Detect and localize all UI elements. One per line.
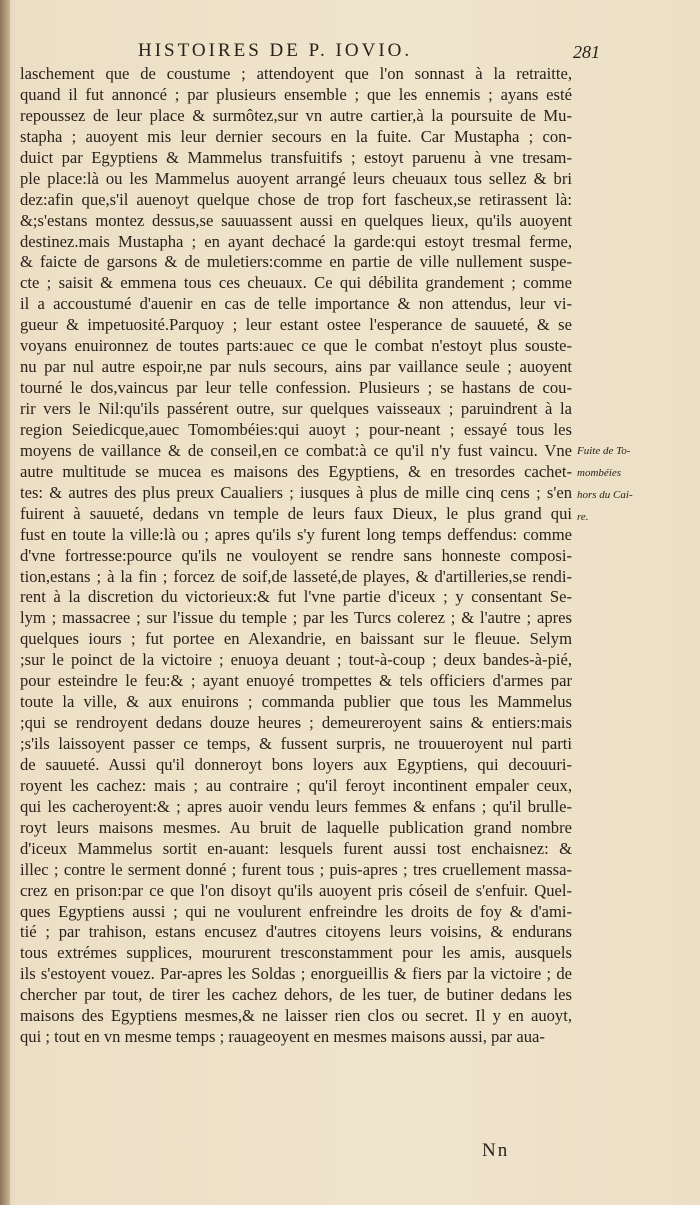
text-line: fust en toute la ville:là ou ; apres qu'ils s'y furent long temps deffendus: comme [20,524,572,544]
body-text [20,64,572,1048]
running-head: HISTOIRES DE P. IOVIO. [138,40,413,61]
text-line: ils s'estoyent vouez. Par-apres les Soldas ; enorgueillis & fiers par la victoire ; de [20,964,572,984]
text-line: autre multitude se mucea es maisons des Egyptiens, & en tresordes cachet- [20,461,572,481]
text-line: royent les cachez: mais ; au contraire ; qu'il feroyt incontinent empaler ceux, [20,775,572,795]
margin-note-line: hors du Cai- [577,489,633,501]
text-line: qui ; tout en vn mesme temps ; rauageoyent en mesmes maisons aussi, par aua- [20,1027,545,1047]
text-line: toute la ville, & aux enuirons ; commanda publier que tous les Mammelus [20,692,572,712]
text-line: tié ; par trahison, estans encusez d'autres citoyens leurs voisins, & endurans [20,922,572,942]
text-line: &;s'estans montez dessus,se sauuassent aussi en quelques lieux, qu'ils auoyent [20,210,572,230]
text-line: region Seiedicque,auec Tomombéies:qui auoyt ; pour-neant ; essayé tous les [20,419,572,439]
text-line: ques Egyptiens aussi ; qui ne voulurent enfreindre les droits de foy & d'ami- [20,901,572,921]
text-line: repoussez de leur place & surmôtez,sur vn autre cartier,à la poursuite de Mu- [20,105,572,125]
text-line: fuirent à sauueté, dedans vn temple de leurs faux Dieux, le plus grand qui [20,503,572,523]
margin-note [577,440,647,528]
text-line: cte ; saisit & emmena tous ces cheuaux. Ce qui débilita grandement ; comme [20,273,572,293]
text-line: laschement que de coustume ; attendoyent que l'on sonnast à la retraitte, [20,64,572,83]
margin-note-line: mombéies [577,467,621,479]
text-line: stapha ; auoyent mis leur dernier secours en la fuite. Car Mustapha ; con- [20,126,572,146]
text-line: rent à la discretion du victorieux:& fut l'vne partie d'iceux ; y consentant Se- [20,587,572,607]
text-line: maisons des Egyptiens mesmes,& ne laisser rien clos ou secret. Il y en auoyt, [20,1006,572,1026]
text-line: ;qui se rendroyent dedans douze heures ; demeureroyent sains & entiers:mais [20,713,572,733]
page-header [138,40,600,64]
page-gutter [0,0,10,1205]
text-line: gueur & impetuosité.Parquoy ; leur estant ostee l'esperance de sauueté, & se [20,315,572,335]
text-line: & faicte de garsons & de muletiers:comme en partie de ville nullement suspe- [20,252,572,272]
text-line: duict par Egyptiens & Mammelus transfuitifs ; estoyt paruenu à vne tresam- [20,147,572,167]
margin-note-line: re. [577,511,589,523]
text-line: lym ; massacree ; sur l'issue du temple ; par les Turcs colerez ; & l'autre ; apres [20,608,572,628]
text-line: tion,estans ; à la fin ; forcez de soif,de lasseté,de playes, & d'artilleries,se rendi- [20,566,572,586]
text-line: ;s'ils laissoyent passer ce temps, & fussent surpris, ne trouueroyent nul parti [20,734,572,753]
text-line: nu par nul autre espoir,ne par nuls secours, ains par vaillance seule ; auoyent [20,357,572,377]
text-line: qui les cacheroyent:& ; apres auoir vendu leurs femmes & enfans ; qu'il brulle- [20,796,572,816]
text-line: d'vne fortresse:pource qu'ils ne vouloyent se rendre sans honneste composi- [20,545,572,565]
text-line: tourné le dos,vaincus par leur telle confession. Plusieurs ; se hastans de cou- [20,378,572,398]
text-line: dez:afin que,s'il auenoyt quelque chose de trop fort fascheux,se retirassent là: [20,189,572,209]
text-line: ;sur le poinct de la victoire ; enuoya deuant ; tout-à-coup ; deux bandes-à-pié, [20,650,572,670]
text-line: quelques iours ; fut portee en Alexandrie, en baissant sur le fleuue. Selym [20,629,572,649]
page-number: 281 [573,42,600,62]
text-line: quand il fut annoncé ; par plusieurs ensemble ; que les ennemis ; ayans esté [20,84,572,104]
text-line: moyens de vaillance & de conseil,en ce combat:à ce qu'il n'y fust vaincu. Vne [20,440,572,460]
text-line: destinez.mais Mustapha ; en ayant dechacé la garde:qui estoyt tresmal ferme, [20,231,572,251]
text-line: d'iceux Mammelus sortit en-auant: lesquels furent aussi tost enchaisnez: & [20,838,572,858]
text-line: crez en prison:par ce que l'on disoyt qu'ils auoyent pris cóseil de s'enfuir. Quel- [20,880,572,900]
text-line: tous extrémes supplices, moururent tresconstamment pour les amis, ausquels [20,943,572,963]
text-line: il a accoustumé d'auenir en cas de telle importance & non attendus, leur vi- [20,294,572,314]
margin-note-line: Fuite de To- [577,445,631,457]
text-line: voyans enuironnez de toutes parts:auec ce que le combat n'estoyt plus souste- [20,336,572,356]
text-line: pour esteindre le feu:& ; ayant enuoyé trompettes & tels officiers d'armes par [20,671,572,691]
text-line: illec ; contre le serment donné ; furent tous ; puis-apres ; tres cruellement massa- [20,859,572,879]
text-line: de sauueté. Aussi qu'il donneroyt bons loyers aux Egyptiens, qui decouuri- [20,754,572,774]
signature-mark: Nn [482,1140,510,1161]
text-line: royt leurs maisons mesmes. Au bruit de laquelle publication grand nombre [20,817,572,837]
text-line: rir vers le Nil:qu'ils passérent outre, sur quelques vaisseaux ; paruindrent à la [20,399,572,418]
text-line: tes: & autres des plus preux Caualiers ; iusques à plus de mille cinq cens ; s'en [20,482,572,502]
text-line: chercher par tout, de tirer les cachez dehors, de les tuer, de butiner dedans les [20,985,572,1005]
text-line: ple place:là ou les Mammelus auoyent arrangé leurs cheuaux tous sellez & bri [20,168,572,188]
